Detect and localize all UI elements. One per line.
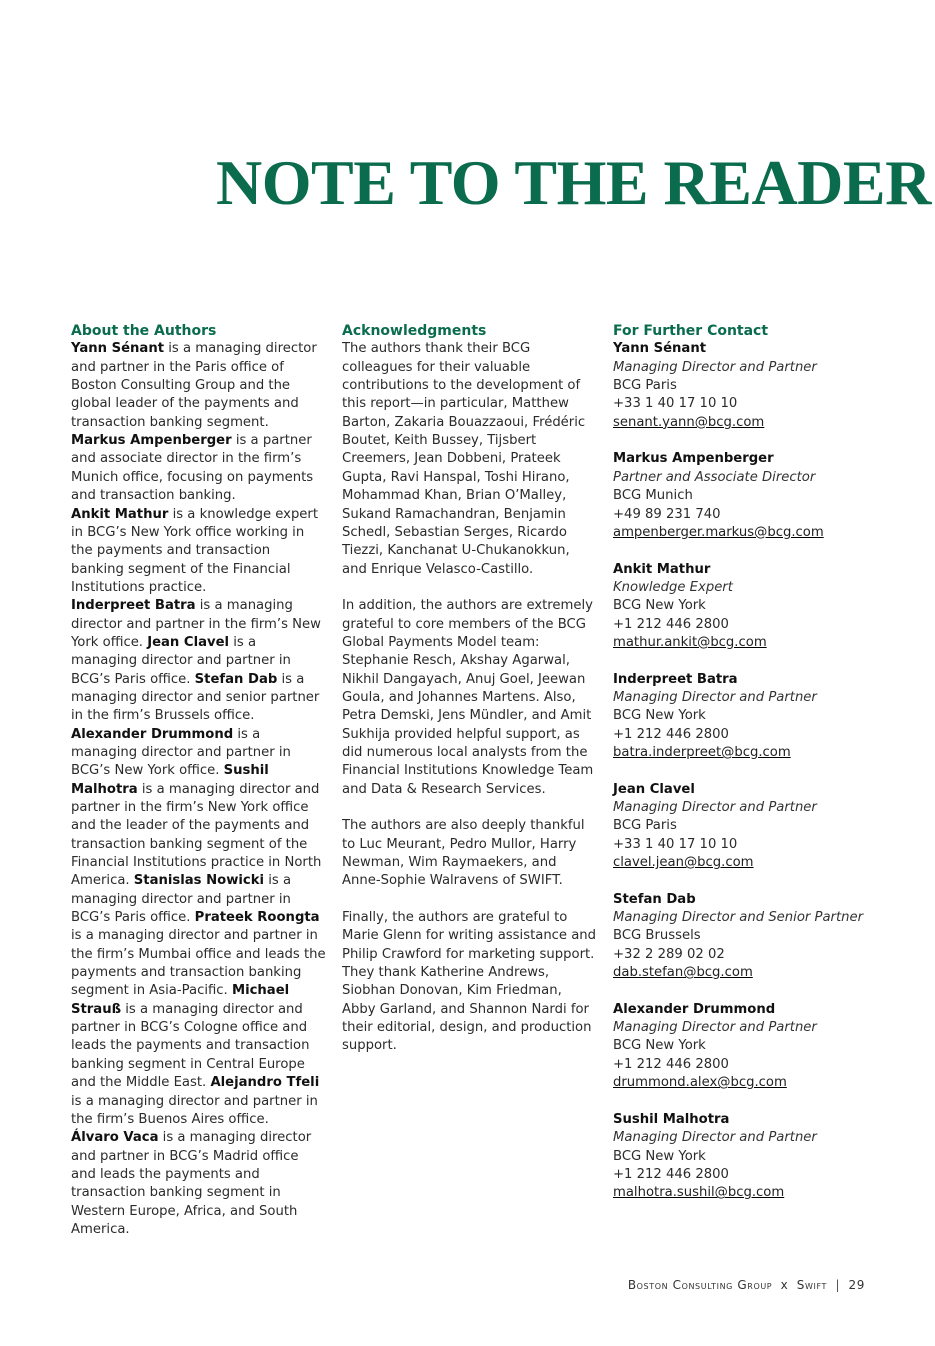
author-bio-text: is a managing director and partner in the firm’s Mumbai office and leads the payments and transaction banking segment in Asia-Pacific. bbox=[71, 928, 326, 999]
author-name: Sushil Malhotra bbox=[71, 763, 269, 797]
author-name: Michael Strauß bbox=[71, 983, 290, 1017]
author-bio-text: is a managing director and partner in BCG’s Paris office. bbox=[71, 873, 292, 926]
contact-name: Jean Clavel bbox=[613, 781, 695, 797]
author-name: Prateek Roongta bbox=[194, 910, 320, 926]
contact-phone: +32 2 289 02 02 bbox=[613, 946, 725, 962]
page-footer bbox=[628, 1278, 865, 1292]
author-name: Jean Clavel bbox=[147, 634, 230, 650]
contact-name: Sushil Malhotra bbox=[613, 1111, 730, 1127]
bio-group bbox=[71, 506, 326, 598]
contact-email-link[interactable]: senant.yann@bcg.com bbox=[613, 414, 765, 430]
contact-role: Managing Director and Senior Partner bbox=[613, 910, 864, 926]
footer-partner: Swift bbox=[796, 1278, 828, 1292]
contact-email-link[interactable]: ampenberger.markus@bcg.com bbox=[613, 524, 824, 540]
author-name: Alexander Drummond bbox=[71, 726, 234, 742]
author-bio-text: is a managing director and partner in the firm’s New York office and the leader of the payments and transaction banking segment of the Financial Institutions practice in North America. bbox=[71, 781, 322, 889]
contact-email-link[interactable]: drummond.alex@bcg.com bbox=[613, 1075, 787, 1091]
bio-group bbox=[71, 726, 326, 1130]
contact-name: Alexander Drummond bbox=[613, 1001, 776, 1017]
contact-office: BCG New York bbox=[613, 1148, 706, 1164]
contact-phone: +1 212 446 2800 bbox=[613, 1056, 729, 1072]
acknowledgments-paragraph: The authors thank their BCG colleagues for their valuable contributions to the development of this report—in particular, Matthew Barton, Zakaria Bouazzaoui, Frédéric Boutet, Keith Bussey, Tijsbert Creemers, Jean Dobbeni, Prateek Gupta, Ravi Hanspal, Toshi Hirano, Mohammad Khan, Brian O’Malley, Sukand Ramachandran, Benjamin Schedl, Sebastian Serges, Ricardo Tiezzi, Kanchanat U-Chukanokkun, and Enrique Velasco-Castillo. bbox=[342, 341, 586, 577]
contact-card bbox=[613, 561, 873, 653]
author-bio-text: is a managing director and partner in the firm’s New York office. bbox=[71, 598, 321, 650]
contact-name: Inderpreet Batra bbox=[613, 671, 738, 687]
contact-office: BCG New York bbox=[613, 708, 706, 724]
contact-office: BCG Brussels bbox=[613, 928, 701, 944]
contact-card bbox=[613, 340, 873, 432]
contact-phone: +33 1 40 17 10 10 bbox=[613, 396, 738, 412]
author-name: Markus Ampenberger bbox=[71, 433, 232, 449]
contact-office: BCG New York bbox=[613, 1038, 706, 1054]
contact-role: Managing Director and Partner bbox=[613, 1020, 817, 1036]
contact-section bbox=[613, 322, 873, 1221]
contact-role: Managing Director and Partner bbox=[613, 800, 817, 815]
contact-phone: +1 212 446 2800 bbox=[613, 616, 729, 632]
acknowledgments-heading: Acknowledgments bbox=[342, 323, 487, 339]
contact-role: Managing Director and Partner bbox=[613, 689, 817, 705]
contact-email-link[interactable]: clavel.jean@bcg.com bbox=[613, 855, 754, 871]
bio-group bbox=[71, 597, 326, 725]
about-authors-section bbox=[71, 322, 326, 1239]
bio-group bbox=[71, 432, 326, 505]
contact-email-link[interactable]: dab.stefan@bcg.com bbox=[613, 965, 753, 981]
contact-phone: +1 212 446 2800 bbox=[613, 1166, 729, 1182]
contact-name: Stefan Dab bbox=[613, 891, 696, 907]
author-name: Yann Sénant bbox=[71, 341, 165, 357]
contact-email-link[interactable]: batra.inderpreet@bcg.com bbox=[613, 744, 791, 760]
contact-phone: +33 1 40 17 10 10 bbox=[613, 836, 738, 852]
contact-phone: +49 89 231 740 bbox=[613, 506, 721, 522]
acknowledgments-section bbox=[342, 322, 597, 1074]
author-bios bbox=[71, 340, 326, 1239]
acknowledgments-paragraph: Finally, the authors are grateful to Marie Glenn for writing assistance and Philip Crawford for marketing support. They thank Katherine Andrews, Siobhan Donovan, Kim Friedman, Abby Garland, and Shannon Nardi for their editorial, design, and production support. bbox=[342, 910, 597, 1054]
contact-name: Yann Sénant bbox=[613, 341, 707, 357]
page-number: 29 bbox=[848, 1278, 865, 1292]
author-name: Stefan Dab bbox=[194, 671, 278, 687]
author-bio-text: is a managing director and partner in BCG’s Cologne office and leads the payments and transaction banking segment in Central Europe and the Middle East. bbox=[71, 1001, 310, 1091]
contact-card bbox=[613, 781, 873, 873]
acknowledgments-paragraph: The authors are also deeply thankful to Luc Meurant, Pedro Mullor, Harry Newman, Wim Raymaekers, and Anne-Sophie Walravens of SWIFT. bbox=[342, 818, 585, 889]
contact-office: BCG Paris bbox=[613, 378, 677, 394]
contact-office: BCG Munich bbox=[613, 488, 693, 504]
contact-email-link[interactable]: mathur.ankit@bcg.com bbox=[613, 634, 767, 650]
author-bio-text: is a managing director and partner in BCG’s New York office. bbox=[71, 726, 291, 779]
footer-divider: | bbox=[835, 1278, 841, 1292]
contact-role: Managing Director and Partner bbox=[613, 1130, 817, 1146]
author-bio-text: is a partner and associate director in the firm’s Munich office, focusing on payments and transaction banking. bbox=[71, 433, 314, 504]
contact-office: BCG Paris bbox=[613, 818, 677, 834]
acknowledgments-paragraph: In addition, the authors are extremely grateful to core members of the BCG Global Payments Model team: Stephanie Resch, Akshay Agarwal, Nikhil Dangayach, Anuj Goel, Jeewan Goula, and Johannes Martens. Also, Petra Demski, Jens Mündler, and Amit Sukhija provided helpful support, as did numerous local analysts from the Financial Institutions Knowledge Team and Data & Research Services. bbox=[342, 598, 594, 797]
author-name: Inderpreet Batra bbox=[71, 598, 196, 614]
contact-card bbox=[613, 1001, 873, 1093]
author-name: Álvaro Vaca bbox=[71, 1130, 159, 1146]
author-name: Ankit Mathur bbox=[71, 506, 169, 522]
author-bio-text: is a knowledge expert in BCG’s New York office working in the payments and transaction banking segment of the Financial Institutions practice. bbox=[71, 506, 319, 595]
author-name: Stanislas Nowicki bbox=[133, 873, 265, 889]
contact-role: Partner and Associate Director bbox=[613, 469, 816, 485]
bio-group bbox=[71, 340, 326, 432]
contact-role: Knowledge Expert bbox=[613, 579, 733, 595]
contact-name: Ankit Mathur bbox=[613, 561, 711, 577]
author-name: Alejandro Tfeli bbox=[210, 1075, 320, 1091]
contact-heading: For Further Contact bbox=[613, 323, 769, 339]
page-title: NOTE TO THE READER bbox=[216, 146, 931, 218]
author-bio-text: is a managing director and partner in the firm’s Buenos Aires office. bbox=[71, 1093, 318, 1127]
contact-card bbox=[613, 1111, 873, 1203]
author-bio-text: is a managing director and partner in BCG’s Paris office. bbox=[71, 634, 291, 687]
contact-card bbox=[613, 891, 873, 983]
contact-phone: +1 212 446 2800 bbox=[613, 726, 729, 742]
bio-group bbox=[71, 1129, 326, 1239]
contact-card bbox=[613, 450, 873, 542]
contact-role: Managing Director and Partner bbox=[613, 359, 817, 375]
contact-email-link[interactable]: malhotra.sushil@bcg.com bbox=[613, 1185, 785, 1201]
contact-card bbox=[613, 671, 873, 763]
contact-office: BCG New York bbox=[613, 598, 706, 614]
contact-name: Markus Ampenberger bbox=[613, 451, 774, 467]
author-bio-text: is a managing director and senior partner in the firm’s Brussels office. bbox=[71, 671, 320, 724]
footer-publisher: Boston Consulting Group bbox=[627, 1278, 773, 1292]
about-authors-heading: About the Authors bbox=[71, 323, 217, 339]
footer-separator: x bbox=[780, 1278, 789, 1292]
author-bio-text: is a managing director and partner in the Paris office of Boston Consulting Group and the global leader of the payments and transaction banking segment. bbox=[71, 341, 317, 430]
author-bio-text: is a managing director and partner in BCG’s Madrid office and leads the payments and transaction banking segment in Western Europe, Africa, and South America. bbox=[71, 1130, 312, 1237]
